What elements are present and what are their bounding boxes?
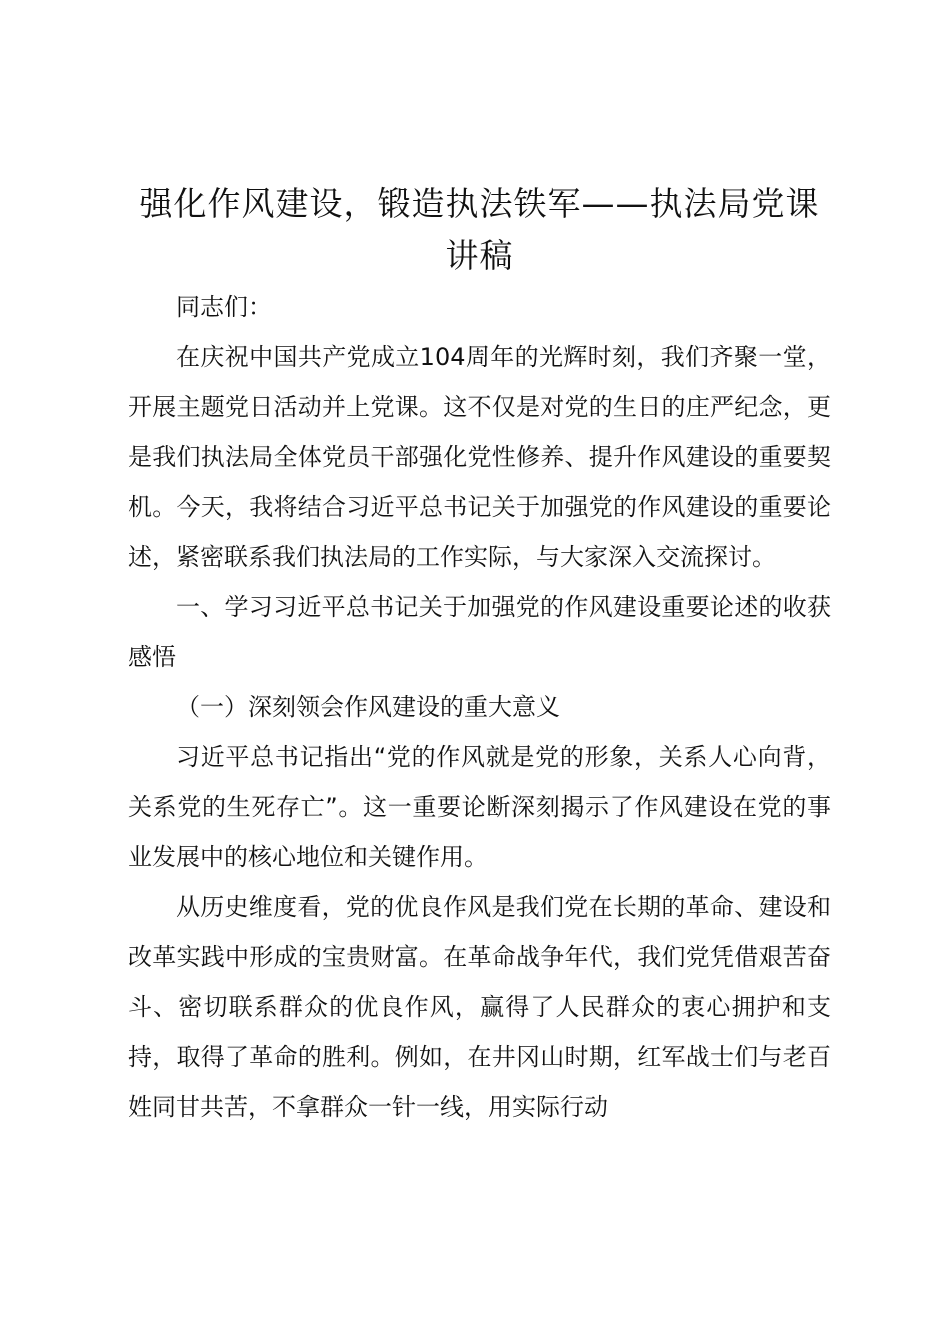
document-title: 强化作风建设，锻造执法铁军——执法局党课讲稿 bbox=[139, 184, 820, 275]
document-body bbox=[128, 178, 831, 1132]
paragraph-intro: 在庆祝中国共产党成立104周年的光辉时刻，我们齐聚一堂，开展主题党日活动并上党课。这不仅是对党的生日的庄严纪念，更是我们执法局全体党员干部强化党性修养、提升作风建设的重要契机。今天，我将结合习近平总书记关于加强党的作风建设的重要论述，紧密联系我们执法局的工作实际，与大家深入交流探讨。 bbox=[128, 343, 831, 571]
salutation: 同志们： bbox=[176, 293, 272, 321]
section-heading-1: 一、学习习近平总书记关于加强党的作风建设重要论述的收获感悟 bbox=[128, 593, 831, 671]
paragraph-history: 从历史维度看，党的优良作风是我们党在长期的革命、建设和改革实践中形成的宝贵财富。在革命战争年代，我们党凭借艰苦奋斗、密切联系群众的优良作风，赢得了人民群众的衷心拥护和支持，取得了革命的胜利。例如，在井冈山时期，红军战士们与老百姓同甘共苦，不拿群众一针一线，用实际行动 bbox=[128, 893, 831, 1121]
subsection-heading-1: （一）深刻领会作风建设的重大意义 bbox=[176, 693, 560, 721]
paragraph-quote: 习近平总书记指出“党的作风就是党的形象，关系人心向背，关系党的生死存亡”。这一重要论断深刻揭示了作风建设在党的事业发展中的核心地位和关键作用。 bbox=[128, 743, 831, 871]
